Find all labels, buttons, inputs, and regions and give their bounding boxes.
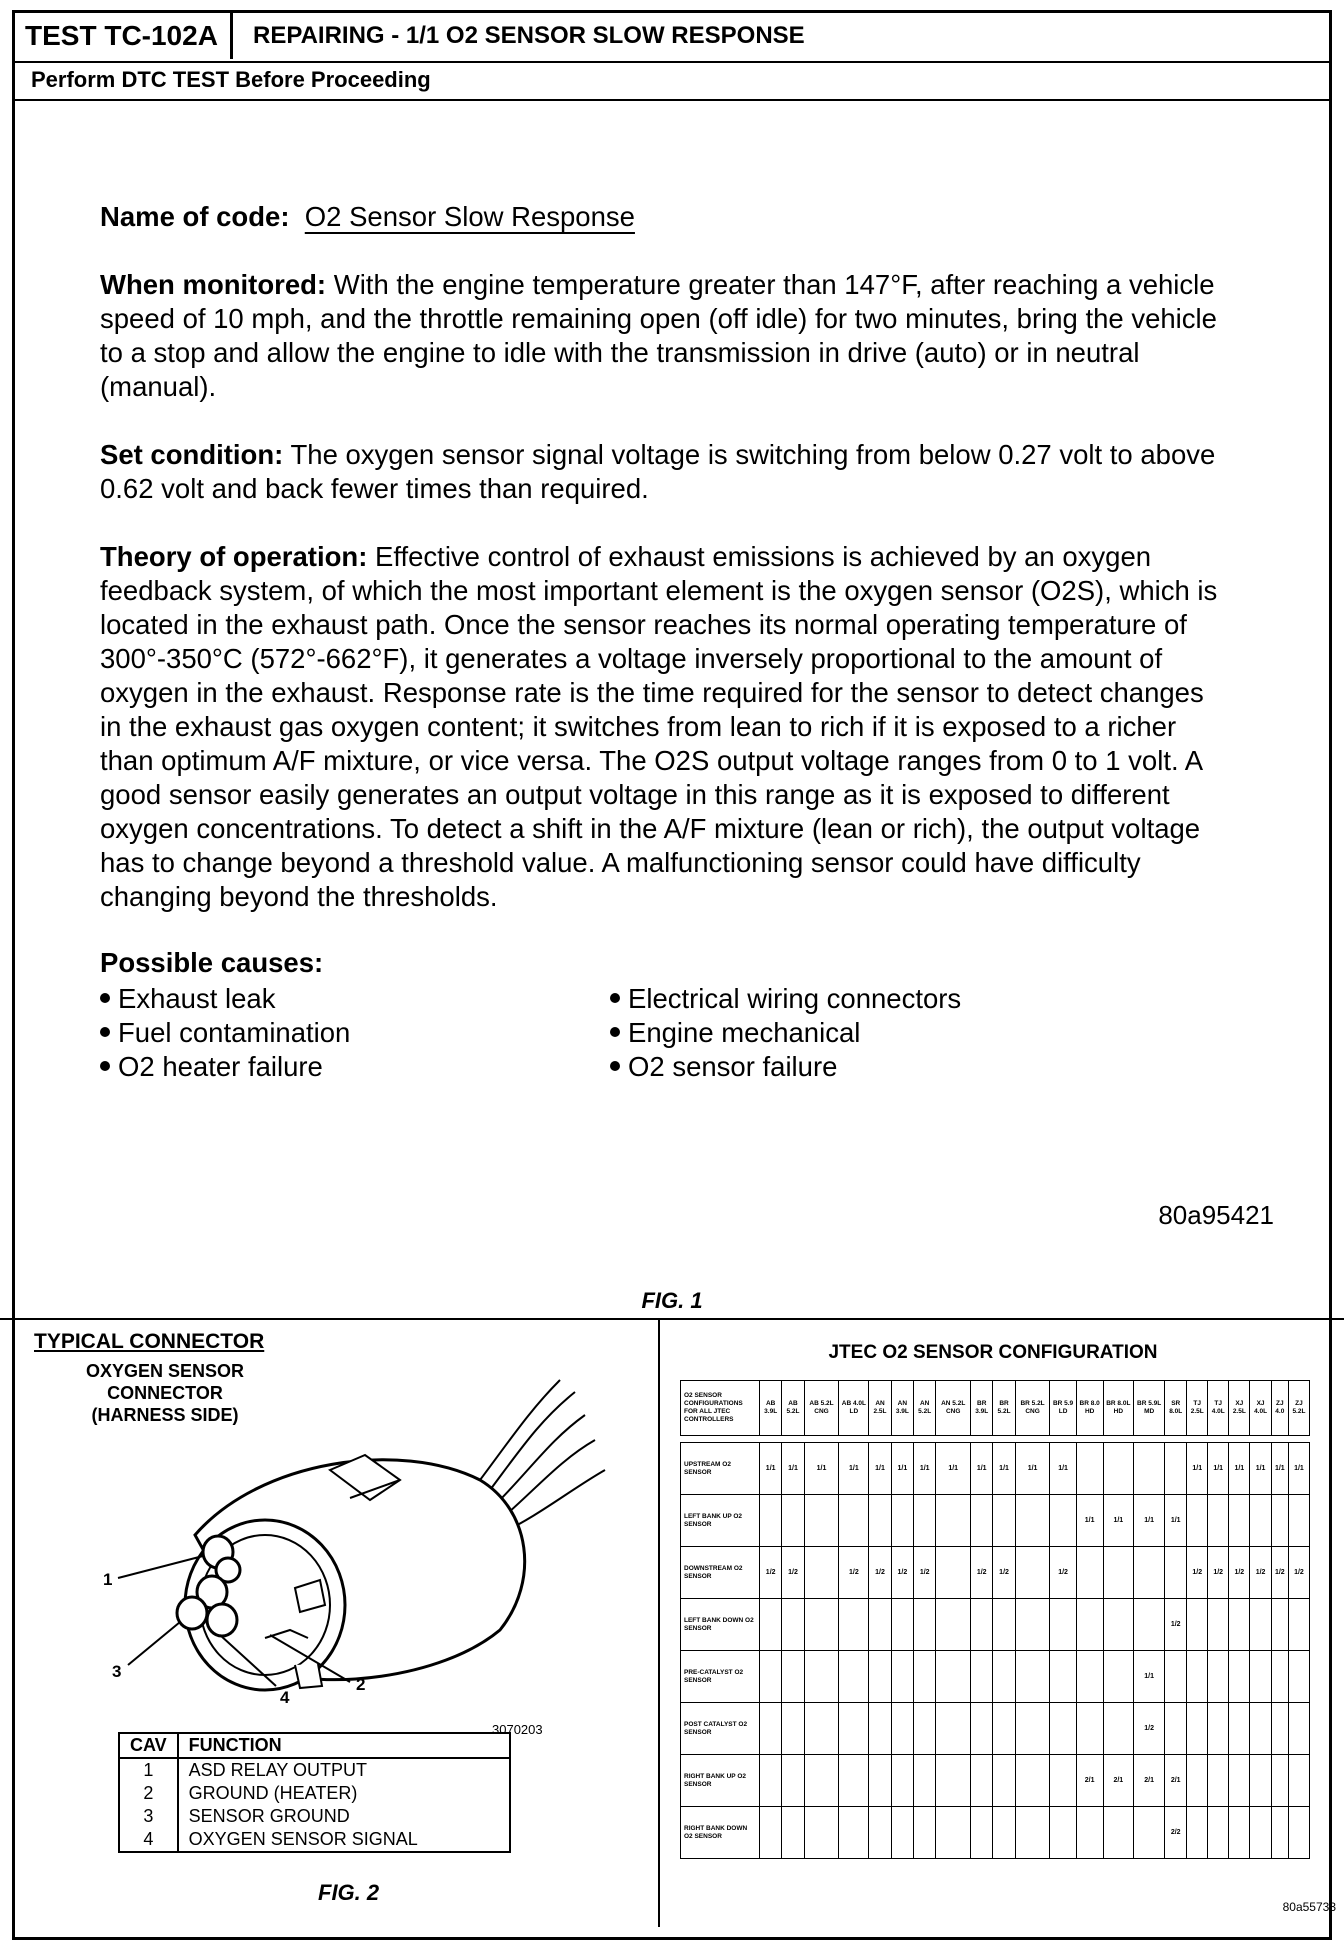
column-header: TJ 4.0L [1208, 1381, 1229, 1436]
table-cell [936, 1807, 971, 1859]
table-cell [1103, 1651, 1134, 1703]
table-cell [1229, 1651, 1250, 1703]
causes-list [100, 982, 1230, 1084]
column-header: ZJ 5.2L [1288, 1381, 1309, 1436]
table-cell [1271, 1495, 1288, 1547]
table-cell [839, 1755, 869, 1807]
set-label: Set condition: [100, 439, 284, 470]
connector-diagram [100, 1330, 620, 1730]
table-cell: 1/2 [1229, 1547, 1250, 1599]
table-cell [993, 1807, 1015, 1859]
table-cell: 1/2 [993, 1547, 1015, 1599]
table-cell [1187, 1599, 1208, 1651]
table-cell [1050, 1599, 1076, 1651]
table-cell [936, 1599, 971, 1651]
header-bar [15, 13, 1329, 63]
table-cell: 1/1 [760, 1443, 782, 1495]
theory-label: Theory of operation: [100, 541, 368, 572]
table-cell [804, 1703, 839, 1755]
table-cell [1076, 1443, 1103, 1495]
table-cell [1208, 1599, 1229, 1651]
table-cell [804, 1651, 839, 1703]
connector-subtitle: OXYGEN SENSOR CONNECTOR (HARNESS SIDE) [85, 1361, 245, 1425]
causes-left [100, 982, 610, 1084]
table-cell [1134, 1807, 1165, 1859]
table-cell [1250, 1651, 1271, 1703]
table-cell [936, 1651, 971, 1703]
table-cell [1015, 1703, 1050, 1755]
row-label: POST CATALYST O2 SENSOR [681, 1703, 760, 1755]
table-cell [971, 1807, 993, 1859]
table-cell [804, 1807, 839, 1859]
table-cell [782, 1755, 804, 1807]
column-header: ZJ 4.0 [1271, 1381, 1288, 1436]
table-cell [1288, 1703, 1309, 1755]
table-row [681, 1755, 1310, 1807]
row-label: LEFT BANK UP O2 SENSOR [681, 1495, 760, 1547]
table-cell [891, 1703, 913, 1755]
list-item: Exhaust leak [100, 982, 610, 1016]
table-row [681, 1547, 1310, 1599]
column-header: AN 5.2L [914, 1381, 936, 1436]
table-cell [1103, 1443, 1134, 1495]
theory-of-operation [100, 540, 1230, 914]
table-cell [839, 1651, 869, 1703]
jtec-title: JTEC O2 SENSOR CONFIGURATION [828, 1342, 1158, 1363]
table-row: 1 ASD RELAY OUTPUT [119, 1758, 510, 1782]
table-cell: 1/2 [1250, 1547, 1271, 1599]
table-cell [993, 1703, 1015, 1755]
list-item: Electrical wiring connectors [610, 982, 961, 1016]
jtec-table [680, 1380, 1310, 1859]
table-cell [1288, 1807, 1309, 1859]
cav-header: CAV [119, 1733, 178, 1758]
table-cell [1250, 1807, 1271, 1859]
table-cell: 2/2 [1165, 1807, 1187, 1859]
table-row [681, 1495, 1310, 1547]
table-cell: 1/1 [1134, 1651, 1165, 1703]
function-header: FUNCTION [178, 1733, 510, 1758]
table-cell [760, 1495, 782, 1547]
table-cell [1271, 1651, 1288, 1703]
table-cell: 2/1 [1165, 1755, 1187, 1807]
table-cell [782, 1651, 804, 1703]
table-cell [1103, 1807, 1134, 1859]
table-cell [936, 1495, 971, 1547]
table-cell [869, 1755, 891, 1807]
table-cell [891, 1651, 913, 1703]
connector-title: TYPICAL CONNECTOR [34, 1330, 265, 1353]
table-row [681, 1651, 1310, 1703]
table-cell: 1/2 [1271, 1547, 1288, 1599]
table-cell [1271, 1599, 1288, 1651]
table-cell [1229, 1495, 1250, 1547]
table-cell [1015, 1547, 1050, 1599]
table-cell [1288, 1651, 1309, 1703]
table-cell [1187, 1755, 1208, 1807]
callout-4: 4 [280, 1688, 290, 1707]
config-header: O2 SENSOR CONFIGURATIONS FOR ALL JTEC CONTROLLERS [681, 1381, 760, 1436]
divider [658, 1320, 660, 1927]
table-cell [971, 1651, 993, 1703]
table-cell [1229, 1807, 1250, 1859]
table-cell: 1/1 [971, 1443, 993, 1495]
table-cell: 1/1 [1250, 1443, 1271, 1495]
table-cell [1050, 1495, 1076, 1547]
table-cell [971, 1495, 993, 1547]
table-cell [1076, 1703, 1103, 1755]
table-cell: 1/1 [1208, 1443, 1229, 1495]
table-row: 3 SENSOR GROUND [119, 1805, 510, 1828]
table-cell [1015, 1651, 1050, 1703]
table-cell [782, 1495, 804, 1547]
name-of-code [100, 200, 1230, 234]
row-label: DOWNSTREAM O2 SENSOR [681, 1547, 760, 1599]
test-subtitle: Perform DTC TEST Before Proceeding [15, 61, 1329, 101]
table-cell: 1/1 [782, 1443, 804, 1495]
table-cell [993, 1495, 1015, 1547]
table-cell: 1/2 [782, 1547, 804, 1599]
table-cell [760, 1755, 782, 1807]
table-cell [1165, 1547, 1187, 1599]
table-cell [804, 1599, 839, 1651]
table-cell [839, 1599, 869, 1651]
table-cell [1134, 1547, 1165, 1599]
set-text: The oxygen sensor signal voltage is switching from below 0.27 volt to above 0.62 volt and back fewer times than required. [100, 439, 1216, 504]
table-cell [1187, 1703, 1208, 1755]
table-cell [1015, 1807, 1050, 1859]
table-cell [1015, 1495, 1050, 1547]
column-header: BR 8.0L HD [1103, 1381, 1134, 1436]
table-cell: 1/1 [1076, 1495, 1103, 1547]
table-cell: 1/2 [869, 1547, 891, 1599]
list-item: Fuel contamination [100, 1016, 610, 1050]
cavity-table [118, 1732, 511, 1853]
column-header: BR 3.9L [971, 1381, 993, 1436]
table-cell [1208, 1495, 1229, 1547]
column-header: XJ 4.0L [1250, 1381, 1271, 1436]
column-header: AN 5.2L CNG [936, 1381, 971, 1436]
table-cell [914, 1495, 936, 1547]
set-condition [100, 438, 1230, 506]
table-cell [914, 1807, 936, 1859]
table-cell: 1/2 [891, 1547, 913, 1599]
causes-right [610, 982, 961, 1084]
column-header: AN 2.5L [869, 1381, 891, 1436]
table-cell [839, 1495, 869, 1547]
table-cell [1103, 1599, 1134, 1651]
table-cell: 1/1 [1103, 1495, 1134, 1547]
table-cell [1229, 1703, 1250, 1755]
name-label: Name of code: [100, 201, 290, 232]
table-row [681, 1807, 1310, 1859]
table-cell [1103, 1703, 1134, 1755]
row-label: PRE-CATALYST O2 SENSOR [681, 1651, 760, 1703]
column-header: AB 3.9L [760, 1381, 782, 1436]
table-row [681, 1703, 1310, 1755]
table-cell: 1/2 [1050, 1547, 1076, 1599]
row-label: LEFT BANK DOWN O2 SENSOR [681, 1599, 760, 1651]
table-cell: 1/2 [1165, 1599, 1187, 1651]
row-label: RIGHT BANK UP O2 SENSOR [681, 1755, 760, 1807]
table-row [681, 1443, 1310, 1495]
column-header: AB 5.2L CNG [804, 1381, 839, 1436]
table-cell: 1/1 [1271, 1443, 1288, 1495]
table-cell: 1/2 [914, 1547, 936, 1599]
list-item: O2 sensor failure [610, 1050, 961, 1084]
table-cell [1208, 1703, 1229, 1755]
table-cell [1015, 1755, 1050, 1807]
table-cell [760, 1703, 782, 1755]
table-cell [869, 1495, 891, 1547]
table-cell [1050, 1807, 1076, 1859]
table-cell [869, 1703, 891, 1755]
column-header: AB 5.2L [782, 1381, 804, 1436]
fig1-caption: FIG. 1 [641, 1288, 703, 1313]
table-cell: 1/1 [891, 1443, 913, 1495]
table-cell [1208, 1651, 1229, 1703]
table-cell [936, 1755, 971, 1807]
jtec-code: 80a55733 [1282, 1900, 1336, 1914]
table-cell [782, 1703, 804, 1755]
table-cell [804, 1755, 839, 1807]
table-cell [1208, 1755, 1229, 1807]
table-cell: 1/1 [936, 1443, 971, 1495]
column-header: SR 8.0L [1165, 1381, 1187, 1436]
table-cell [1250, 1495, 1271, 1547]
column-header: BR 5.2L [993, 1381, 1015, 1436]
table-cell [1229, 1599, 1250, 1651]
table-cell [1271, 1755, 1288, 1807]
table-cell [1288, 1495, 1309, 1547]
fig1-code: 80a95421 [1158, 1200, 1274, 1230]
table-cell: 1/2 [760, 1547, 782, 1599]
table-cell: 2/1 [1134, 1755, 1165, 1807]
column-header: AB 4.0L LD [839, 1381, 869, 1436]
table-cell [1187, 1807, 1208, 1859]
table-cell [971, 1599, 993, 1651]
table-cell [993, 1599, 1015, 1651]
table-cell [1015, 1599, 1050, 1651]
theory-text: Effective control of exhaust emissions is achieved by an oxygen feedback system, of which the most important element is the oxygen sensor (O2S), which is located in the exhaust path. Once the sensor reaches its normal operating temperature of 300°-350°C (572°-662°F), it generates a voltage inversely proportional to the amount of oxygen in the exhaust. Response rate is the time required for the sensor to detect changes in the exhaust gas oxygen content; it switches from lean to rich if it is exposed to a richer than optimum A/F mixture, or vice versa. The O2S output voltage ranges from 0 to 1 volt. A good sensor easily generates an output voltage in this range as it is exposed to different oxygen concentrations. To detect a shift in the A/F mixture (lean or rich), the output voltage has to change beyond a threshold value. A malfunctioning sensor could have difficulty changing beyond the thresholds. [100, 541, 1218, 912]
table-cell [782, 1599, 804, 1651]
table-cell: 1/1 [993, 1443, 1015, 1495]
table-cell [914, 1755, 936, 1807]
monitored-text: With the engine temperature greater than 147°F, after reaching a vehicle speed of 10 mph, and the throttle remaining open (off idle) for two minutes, bring the vehicle to a stop and allow the engine to idle with the transmission in drive (auto) or in neutral (manual). [100, 269, 1217, 402]
table-header-row [681, 1381, 1310, 1436]
table-cell [804, 1495, 839, 1547]
table-cell [891, 1495, 913, 1547]
table-cell: 1/1 [1050, 1443, 1076, 1495]
table-cell [1271, 1807, 1288, 1859]
cavity-3 [177, 1597, 207, 1629]
table-cell [869, 1599, 891, 1651]
table-cell: 2/1 [1103, 1755, 1134, 1807]
table-cell: 1/2 [1187, 1547, 1208, 1599]
drawing-code: 3070203 [492, 1722, 543, 1737]
table-cell: 1/1 [869, 1443, 891, 1495]
table-cell [891, 1755, 913, 1807]
table-cell [839, 1807, 869, 1859]
table-cell: 1/1 [1134, 1495, 1165, 1547]
row-label: UPSTREAM O2 SENSOR [681, 1443, 760, 1495]
callout-1: 1 [103, 1570, 113, 1589]
table-cell [891, 1599, 913, 1651]
table-cell [1076, 1547, 1103, 1599]
row-label: RIGHT BANK DOWN O2 SENSOR [681, 1807, 760, 1859]
table-cell [1288, 1599, 1309, 1651]
table-cell [1050, 1703, 1076, 1755]
list-item: Engine mechanical [610, 1016, 961, 1050]
column-header: XJ 2.5L [1229, 1381, 1250, 1436]
when-monitored [100, 268, 1230, 404]
table-cell: 1/1 [914, 1443, 936, 1495]
cavity-4 [207, 1604, 237, 1636]
table-cell [936, 1703, 971, 1755]
table-cell [993, 1651, 1015, 1703]
table-cell [1208, 1807, 1229, 1859]
table-cell: 1/2 [1288, 1547, 1309, 1599]
test-id: TEST TC-102A [15, 13, 233, 59]
column-header: TJ 2.5L [1187, 1381, 1208, 1436]
table-cell [1187, 1495, 1208, 1547]
table-cell [1165, 1651, 1187, 1703]
test-title: REPAIRING - 1/1 O2 SENSOR SLOW RESPONSE [253, 22, 805, 49]
table-cell [869, 1807, 891, 1859]
table-cell: 1/1 [1165, 1495, 1187, 1547]
table-cell [869, 1651, 891, 1703]
callout-2: 2 [356, 1675, 366, 1694]
list-item: O2 heater failure [100, 1050, 610, 1084]
table-cell [993, 1755, 1015, 1807]
table-cell [760, 1651, 782, 1703]
table-cell: 1/1 [1015, 1443, 1050, 1495]
table-cell: 1/2 [1208, 1547, 1229, 1599]
table-cell: 1/1 [1187, 1443, 1208, 1495]
table-cell [760, 1599, 782, 1651]
column-header: AN 3.9L [891, 1381, 913, 1436]
table-cell [1229, 1755, 1250, 1807]
table-cell: 2/1 [1076, 1755, 1103, 1807]
table-cell [1076, 1651, 1103, 1703]
table-cell [1103, 1547, 1134, 1599]
table-cell [914, 1703, 936, 1755]
table-cell [1250, 1703, 1271, 1755]
table-cell [804, 1547, 839, 1599]
table-cell: 1/1 [839, 1443, 869, 1495]
row-gap [681, 1436, 1310, 1443]
fig2-caption: FIG. 2 [318, 1880, 380, 1905]
table-cell [782, 1807, 804, 1859]
table-cell [1165, 1443, 1187, 1495]
table-cell [1076, 1807, 1103, 1859]
table-cell [1050, 1755, 1076, 1807]
table-cell: 1/1 [804, 1443, 839, 1495]
column-header: BR 5.9 LD [1050, 1381, 1076, 1436]
table-cell [914, 1599, 936, 1651]
table-cell [1076, 1599, 1103, 1651]
column-header: BR 8.0 HD [1076, 1381, 1103, 1436]
table-row: 4 OXYGEN SENSOR SIGNAL [119, 1828, 510, 1852]
table-cell: 1/2 [1134, 1703, 1165, 1755]
table-cell [839, 1703, 869, 1755]
column-header: BR 5.2L CNG [1015, 1381, 1050, 1436]
table-cell [971, 1755, 993, 1807]
table-cell [1271, 1703, 1288, 1755]
name-value: O2 Sensor Slow Response [304, 201, 635, 232]
table-cell [1134, 1599, 1165, 1651]
table-cell [891, 1807, 913, 1859]
table-cell: 1/1 [1288, 1443, 1309, 1495]
table-cell [760, 1807, 782, 1859]
table-cell [971, 1703, 993, 1755]
causes-title: Possible causes: [100, 947, 324, 978]
table-cell [1288, 1755, 1309, 1807]
table-row [681, 1599, 1310, 1651]
table-cell: 1/2 [971, 1547, 993, 1599]
table-cell [936, 1547, 971, 1599]
test-body [100, 200, 1230, 1084]
table-cell [1165, 1703, 1187, 1755]
monitored-label: When monitored: [100, 269, 327, 300]
table-cell [914, 1651, 936, 1703]
table-cell [1050, 1651, 1076, 1703]
table-cell: 1/1 [1229, 1443, 1250, 1495]
table-row: 2 GROUND (HEATER) [119, 1782, 510, 1805]
column-header: BR 5.9L MD [1134, 1381, 1165, 1436]
callout-3: 3 [112, 1662, 122, 1681]
table-cell [1134, 1443, 1165, 1495]
table-cell: 1/2 [839, 1547, 869, 1599]
table-cell [1250, 1599, 1271, 1651]
divider [0, 1318, 1344, 1320]
table-cell [1187, 1651, 1208, 1703]
table-cell [1250, 1755, 1271, 1807]
